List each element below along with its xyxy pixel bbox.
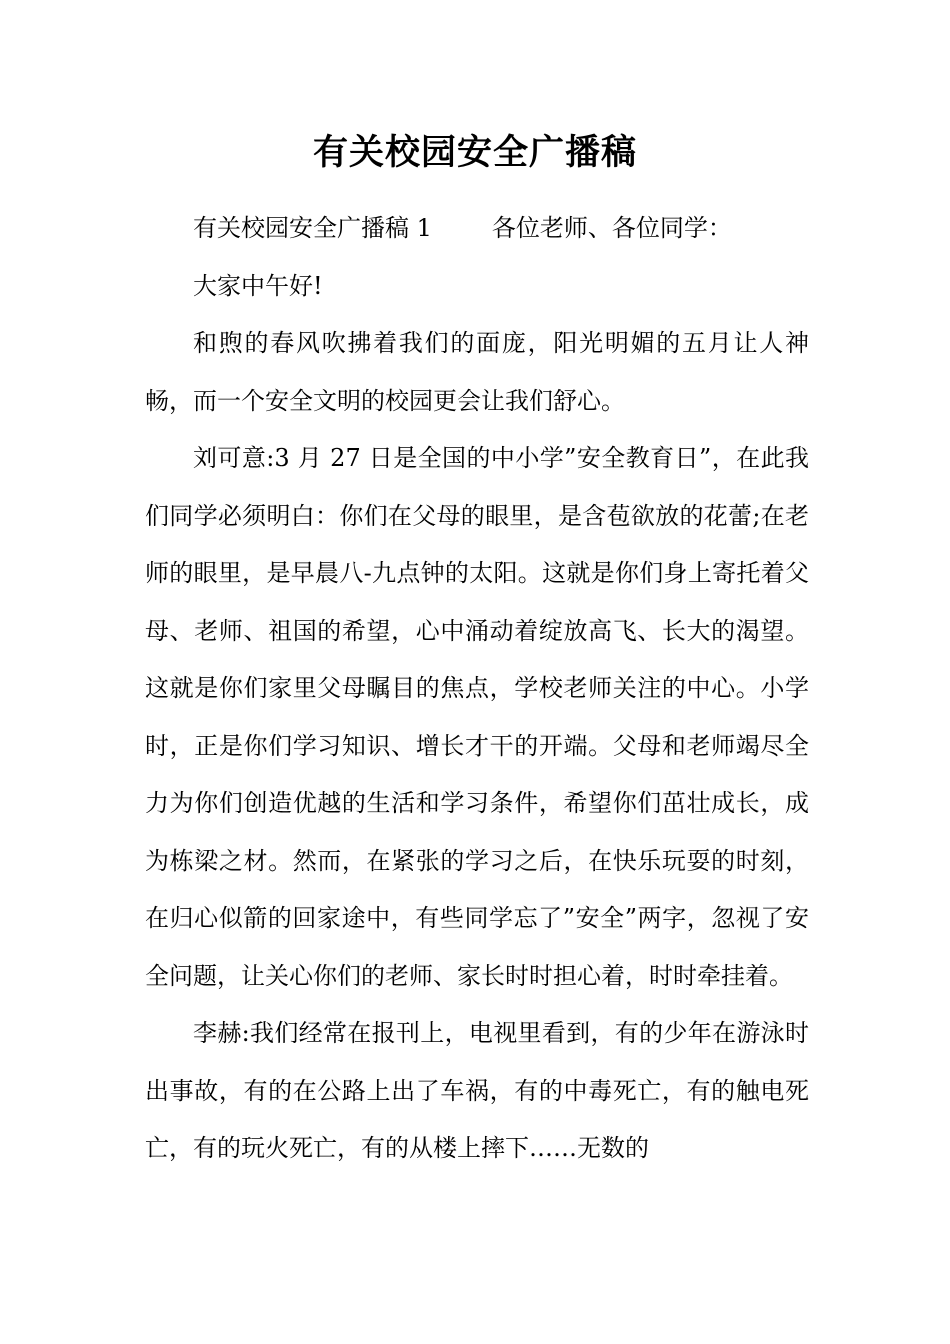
broadcast-heading: 有关校园安全广播稿 1 <box>193 214 432 242</box>
document-body <box>145 200 809 1178</box>
paragraph-greeting: 大家中午好! <box>193 271 323 300</box>
greeting-text: 各位老师、各位同学： <box>491 214 732 242</box>
paragraph-liu-keyi: 刘可意:3 月 27 日是全国的中小学”安全教育日”，在此我们同学必须明白：你们在父母的眼里，是含苞欲放的花蕾;在老师的眼里，是早晨八-九点钟的太阳。这就是你们身上寄托着父母、老师、祖国的希望，心中涌动着绽放高飞、长大的渴望。这就是你们家里父母瞩目的焦点，学校老师关注的中心。小学时，正是你们学习知识、增长才干的开端。父母和老师竭尽全力为你们创造优越的生活和学习条件，希望你们茁壮成长，成为栋梁之材。然而，在紧张的学习之后，在快乐玩耍的时刻，在归心似箭的回家途中，有些同学忘了”安全”两字，忽视了安全问题，让关心你们的老师、家长时时担心着，时时牵挂着。 <box>145 444 809 990</box>
paragraph-spring: 和煦的春风吹拂着我们的面庞，阳光明媚的五月让人神畅，而一个安全文明的校园更会让我们舒心。 <box>145 329 809 415</box>
opening-line <box>145 200 809 258</box>
paragraph-li-he: 李赫:我们经常在报刊上，电视里看到，有的少年在游泳时出事故，有的在公路上出了车祸，有的中毒死亡，有的触电死亡，有的玩火死亡，有的从楼上摔下……无数的 <box>145 1019 809 1162</box>
document-title: 有关校园安全广播稿 <box>312 132 637 173</box>
